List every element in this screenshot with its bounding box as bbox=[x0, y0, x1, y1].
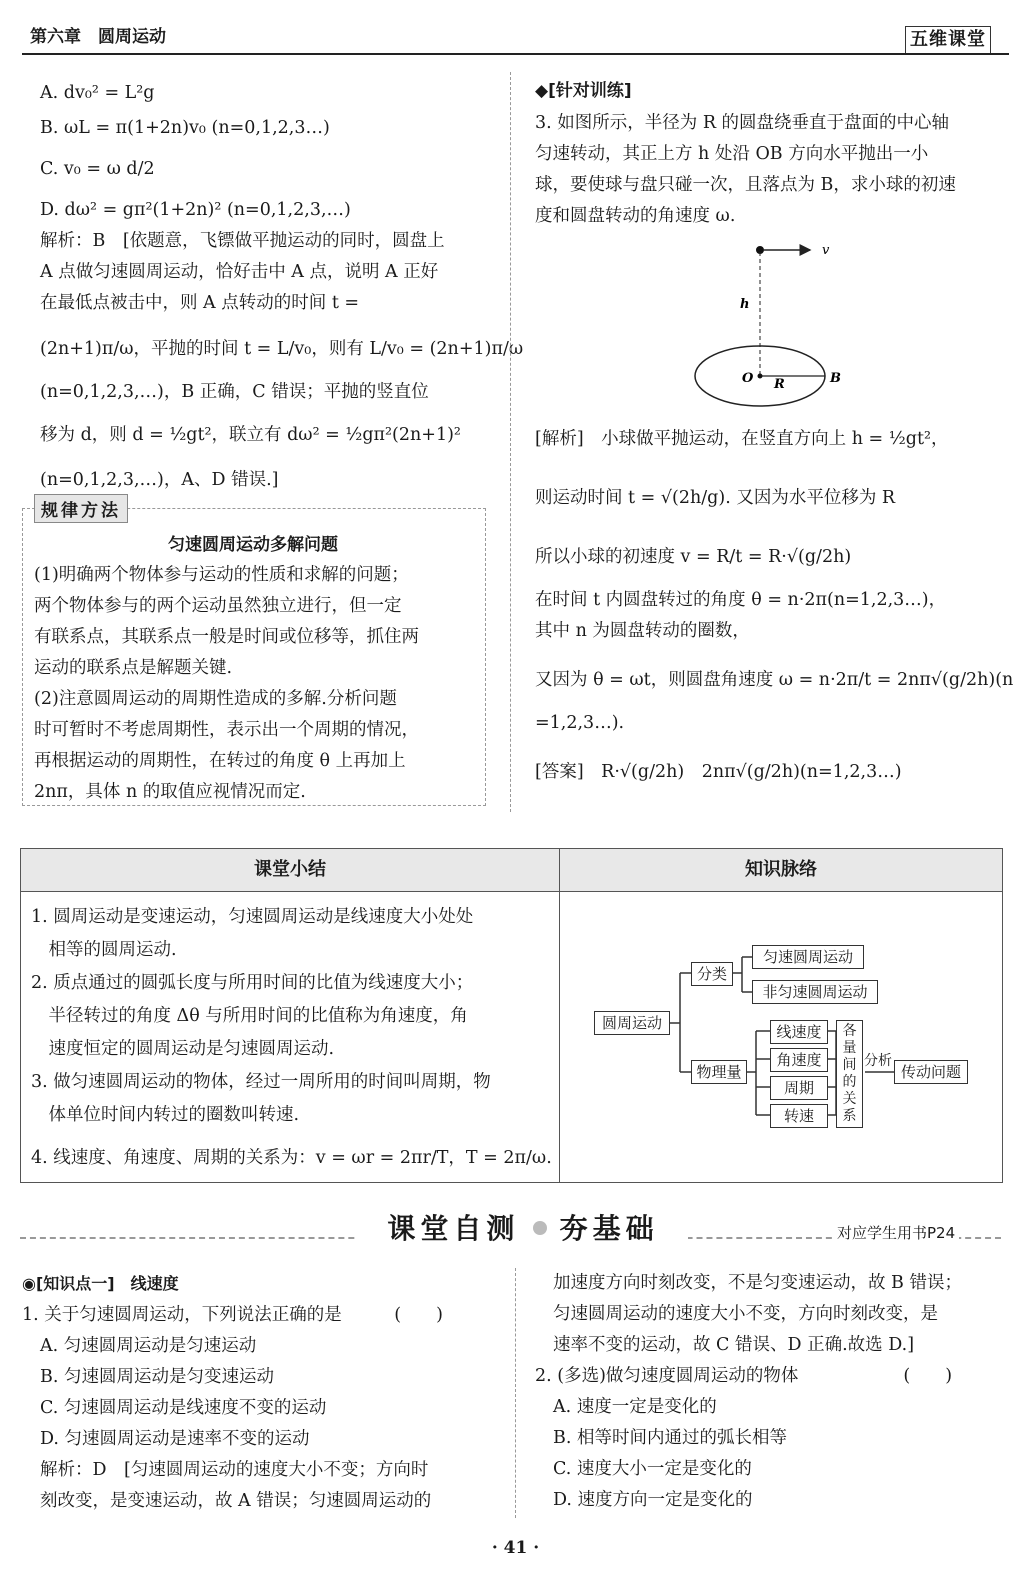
method-line: 运动的联系点是解题关键. bbox=[34, 658, 233, 678]
problem-3 bbox=[535, 108, 1005, 232]
solution-line: 所以小球的初速度 v = R/t = R·√(g/2h) bbox=[535, 547, 852, 567]
problem-line: 匀速转动，其正上方 h 处沿 OB 方向水平抛出一小 bbox=[535, 144, 929, 164]
mm-root: 圆周运动 bbox=[594, 1011, 670, 1035]
summary-list bbox=[31, 901, 556, 1175]
mm-analysis-label: 分析 bbox=[864, 1053, 892, 1069]
training-tag: ◆[针对训练] bbox=[535, 81, 632, 101]
problem-line: 度和圆盘转动的角速度 ω. bbox=[535, 206, 736, 226]
q1-option: D. 匀速圆周运动是速率不变的运动 bbox=[40, 1429, 310, 1449]
band-title: 课堂自测 bbox=[387, 1212, 520, 1245]
mm-nonuniform: 非匀速圆周运动 bbox=[752, 980, 878, 1004]
solution-line: [解析] 小球做平抛运动，在竖直方向上 h = ½gt²， bbox=[535, 429, 949, 449]
method-line: 2nπ，具体 n 的取值应视情况而定. bbox=[34, 782, 306, 802]
analysis-cont: 速率不变的运动，故 C 错误、D 正确.故选 D.] bbox=[553, 1335, 915, 1355]
q1-stem: 1. 关于匀速圆周运动，下列说法正确的是 ( ) bbox=[22, 1305, 443, 1325]
q1-option: B. 匀速圆周运动是匀变速运动 bbox=[40, 1367, 274, 1387]
problem-line: 3. 如图所示，半径为 R 的圆盘绕垂直于盘面的中心轴 bbox=[535, 113, 950, 133]
label-o: O bbox=[742, 371, 754, 386]
q2-option: D. 速度方向一定是变化的 bbox=[553, 1490, 753, 1510]
header-rule bbox=[22, 53, 1009, 55]
mm-branch-classify: 分类 bbox=[691, 962, 733, 986]
mm-linear-velocity: 线速度 bbox=[770, 1020, 828, 1044]
q2-option: B. 相等时间内通过的弧长相等 bbox=[553, 1428, 787, 1448]
option-a: A. dv₀² = L²g bbox=[40, 83, 155, 103]
summary-line: 2. 质点通过的圆弧长度与所用时间的比值为线速度大小； bbox=[31, 973, 474, 993]
q2-option: A. 速度一定是变化的 bbox=[553, 1397, 717, 1417]
label-v: v bbox=[822, 243, 830, 258]
summary-line: 相等的圆周运动. bbox=[31, 940, 177, 960]
analysis-cont: 匀速圆周运动的速度大小不变，方向时刻改变，是 bbox=[553, 1304, 938, 1324]
knowledge-tag: ◉[知识点一] 线速度 bbox=[22, 1274, 179, 1293]
left-top-block bbox=[40, 78, 495, 226]
solution-line: 在时间 t 内圆盘转过的角度 θ = n·2π(n=1,2,3…)， bbox=[535, 590, 947, 610]
analysis-block bbox=[40, 226, 524, 496]
chapter-title: 第六章 圆周运动 bbox=[30, 27, 166, 47]
summary-line: 1. 圆周运动是变速运动，匀速圆周运动是线速度大小处处 bbox=[31, 907, 474, 927]
question-1 bbox=[22, 1300, 502, 1517]
analysis-line: 移为 d，则 d = ½gt²，联立有 dω² = ½gπ²(2n+1)² bbox=[40, 425, 461, 445]
summary-line: 3. 做匀速圆周运动的物体，经过一周所用的时间叫周期，物 bbox=[31, 1072, 491, 1092]
method-body bbox=[34, 560, 479, 808]
band-ref: 对应学生用书P24 bbox=[833, 1222, 959, 1243]
method-line: 两个物体参与的两个运动虽然独立进行，但一定 bbox=[34, 596, 402, 616]
mm-relation: 各量间的关系 bbox=[836, 1020, 863, 1128]
label-b: B bbox=[830, 371, 841, 386]
summary-line: 体单位时间内转过的圈数叫转速. bbox=[31, 1105, 300, 1125]
summary-right-head: 知识脉络 bbox=[560, 849, 1002, 892]
mm-transmission: 传动问题 bbox=[894, 1060, 968, 1084]
label-h: h bbox=[740, 297, 750, 312]
method-title: 匀速圆周运动多解问题 bbox=[168, 535, 338, 555]
solution-line: 又因为 θ = ωt，则圆盘角速度 ω = n·2π/t = 2nπ√(g/2h)(n bbox=[535, 670, 1014, 690]
solution-line: =1,2,3…). bbox=[535, 713, 625, 733]
column-divider-bottom bbox=[515, 1268, 516, 1518]
bottom-right-block bbox=[535, 1268, 1005, 1516]
method-line: 再根据运动的周期性，在转过的角度 θ 上再加上 bbox=[34, 751, 406, 771]
q1-option: C. 匀速圆周运动是线速度不变的运动 bbox=[40, 1398, 327, 1418]
option-c: C. v₀ = ω d/2 bbox=[40, 159, 155, 179]
page-number: · 41 · bbox=[491, 1538, 540, 1558]
analysis-line: A 点做匀速圆周运动，恰好击中 A 点，说明 A 正好 bbox=[40, 262, 439, 282]
analysis-cont: 加速度方向时刻改变，不是匀变速运动，故 B 错误； bbox=[553, 1273, 962, 1293]
q1-analysis: 解析：D [匀速圆周运动的速度大小不变；方向时 bbox=[40, 1460, 429, 1480]
method-line: 有联系点，其联系点一般是时间或位移等，抓住两 bbox=[34, 627, 419, 647]
analysis-line: 在最低点被击中，则 A 点转动的时间 t = bbox=[40, 293, 360, 313]
solution-line: 其中 n 为圆盘转动的圈数， bbox=[535, 621, 750, 641]
brand-logo: 五维课堂 bbox=[905, 26, 991, 54]
answer-line: [答案] R·√(g/2h) 2nπ√(g/2h)(n=1,2,3…) bbox=[535, 762, 902, 782]
summary-line: 4. 线速度、角速度、周期的关系为：v = ωr = 2πr/T，T = 2π/ω. bbox=[31, 1148, 552, 1168]
q1-analysis: 刻改变，是变速运动，故 A 错误；匀速圆周运动的 bbox=[40, 1491, 432, 1511]
analysis-line: 解析：B [依题意，飞镖做平抛运动的同时，圆盘上 bbox=[40, 231, 445, 251]
band-arrow-icon bbox=[533, 1221, 547, 1235]
q1-option: A. 匀速圆周运动是匀速运动 bbox=[40, 1336, 257, 1356]
option-b: B. ωL = π(1+2n)v₀ (n=0,1,2,3…) bbox=[40, 118, 330, 138]
solution-line: 则运动时间 t = √(2h/g). 又因为水平位移为 R bbox=[535, 488, 896, 508]
mm-branch-quantity: 物理量 bbox=[691, 1060, 747, 1084]
q2-stem: 2. (多选)做匀速度圆周运动的物体 ( ) bbox=[535, 1366, 953, 1386]
mm-uniform: 匀速圆周运动 bbox=[752, 945, 864, 969]
solution-block bbox=[535, 424, 1014, 788]
column-divider bbox=[510, 72, 511, 812]
method-line: 时可暂时不考虑周期性，表示出一个周期的情况， bbox=[34, 720, 419, 740]
mm-period: 周期 bbox=[770, 1076, 828, 1100]
option-d: D. dω² = gπ²(1+2n)² (n=0,1,2,3,…) bbox=[40, 200, 351, 220]
problem-line: 球，要使球与盘只碰一次，且落点为 B，求小球的初速 bbox=[535, 175, 956, 195]
summary-line: 半径转过的角度 Δθ 与所用时间的比值称为角速度，角 bbox=[31, 1006, 468, 1026]
disk-figure bbox=[690, 238, 860, 428]
method-tag: 规律方法 bbox=[34, 494, 128, 523]
q2-option: C. 速度大小一定是变化的 bbox=[553, 1459, 752, 1479]
summary-line: 速度恒定的圆周运动是匀速圆周运动. bbox=[31, 1039, 335, 1059]
method-line: (1)明确两个物体参与运动的性质和求解的问题； bbox=[34, 565, 409, 585]
analysis-line: (2n+1)π/ω，平抛的时间 t = L/v₀，则有 L/v₀ = (2n+1)π/ω bbox=[40, 339, 524, 359]
label-r: R bbox=[774, 377, 785, 392]
mm-speed: 转速 bbox=[770, 1104, 828, 1128]
band-subtitle: 夯基础 bbox=[559, 1212, 659, 1245]
section-band bbox=[358, 1212, 688, 1246]
mm-angular-velocity: 角速度 bbox=[770, 1048, 828, 1072]
analysis-line: (n=0,1,2,3,…)，A、D 错误.] bbox=[40, 470, 279, 490]
method-line: (2)注意圆周运动的周期性造成的多解.分析问题 bbox=[34, 689, 397, 709]
summary-left-head: 课堂小结 bbox=[21, 849, 559, 892]
analysis-line: (n=0,1,2,3,…)，B 正确，C 错误；平抛的竖直位 bbox=[40, 382, 429, 402]
